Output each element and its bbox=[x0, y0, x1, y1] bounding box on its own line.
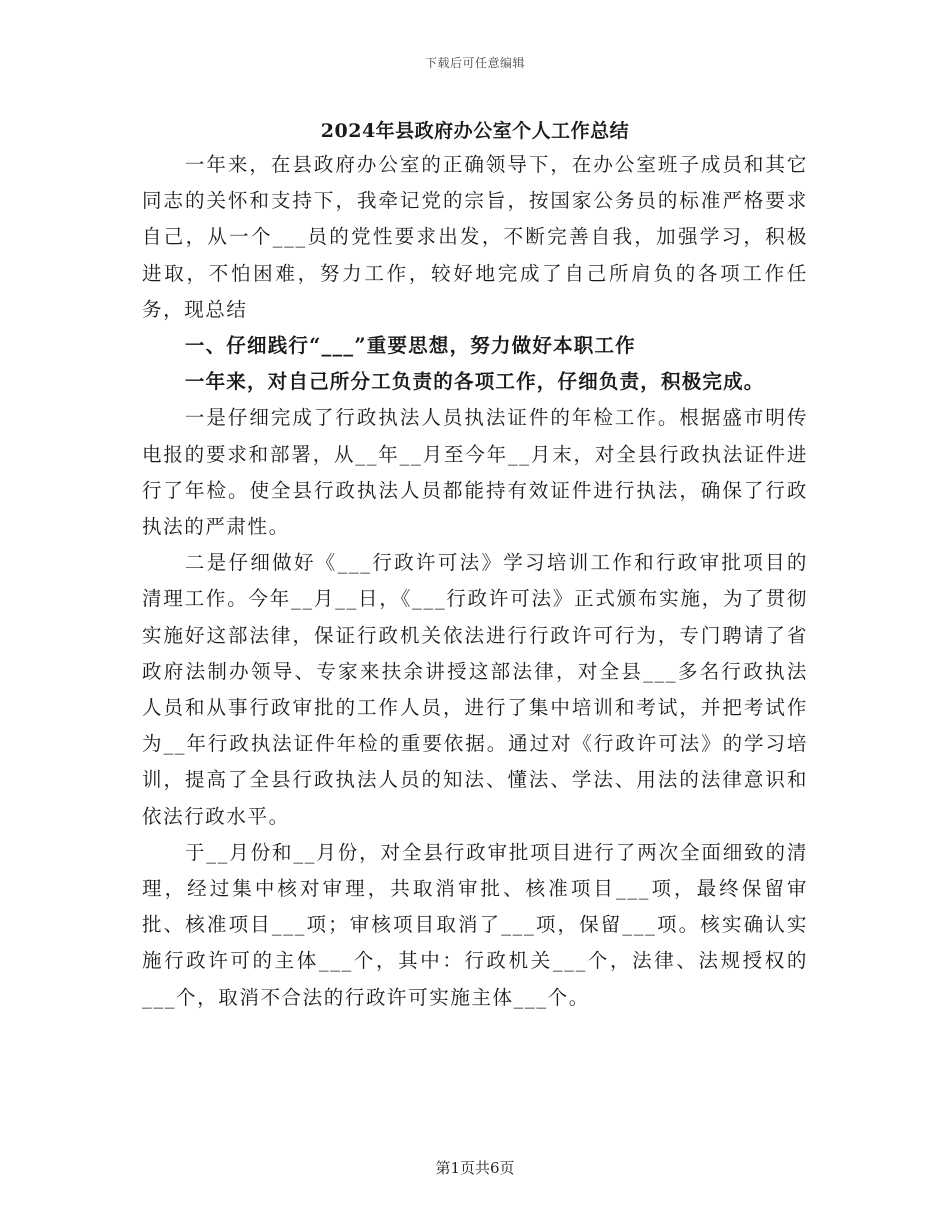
intro-paragraph: 一年来，在县政府办公室的正确领导下，在办公室班子成员和其它同志的关怀和支持下，我牵记党的宗旨，按国家公务员的标准严格要求自己，从一个___员的党性要求出发，不断完善自我，加强学习，积极进取，不怕困难，努力工作，较好地完成了自己所肩负的各项工作任务，现总结 bbox=[142, 153, 808, 321]
section-heading: 一、仔细践行“___”重要思想，努力做好本职工作 bbox=[184, 334, 636, 358]
page-footer: 第1页共6页 bbox=[435, 1159, 515, 1177]
document-title: 2024年县政府办公室个人工作总结 bbox=[320, 120, 630, 142]
header-note: 下载后可任意编辑 bbox=[424, 56, 525, 70]
paragraph-licensing-law-training: 二是仔细做好《___行政许可法》学习培训工作和行政审批项目的清理工作。今年__月__日，《___行政许可法》正式颁布实施，为了贯彻实施好这部法律，保证行政机关依法进行行政许可行为，专门聘请了省政府法制办领导、专家来扶余讲授这部法律，对全县___多名行政执法人员和从事行政审批的工作人员，进行了集中培训和考试，并把考试作为__年行政执法证件年检的重要依据。通过对《行政许可法》的学习培训，提高了全县行政执法人员的知法、懂法、学法、用法的法律意识和依法行政水平。 bbox=[142, 551, 808, 828]
paragraph-approval-cleanup: 于__月份和__月份，对全县行政审批项目进行了两次全面细致的清理，经过集中核对审理，共取消审批、核准项目___项，最终保留审批、核准项目___项；审核项目取消了___项，保留___项。核实确认实施行政许可的主体___个，其中：行政机关___个，法律、法规授权的___个，取消不合法的行政许可实施主体___个。 bbox=[142, 840, 808, 1009]
document-body bbox=[142, 147, 808, 1016]
paragraph-license-inspection: 一是仔细完成了行政执法人员执法证件的年检工作。根据盛市明传电报的要求和部署，从__年__月至今年__月末，对全县行政执法证件进行了年检。使全县行政执法人员都能持有效证件进行执法，确保了行政执法的严肃性。 bbox=[142, 406, 808, 539]
section-lead-paragraph: 一年来，对自己所分工负责的各项工作，仔细负责，积极完成。 bbox=[184, 370, 765, 394]
